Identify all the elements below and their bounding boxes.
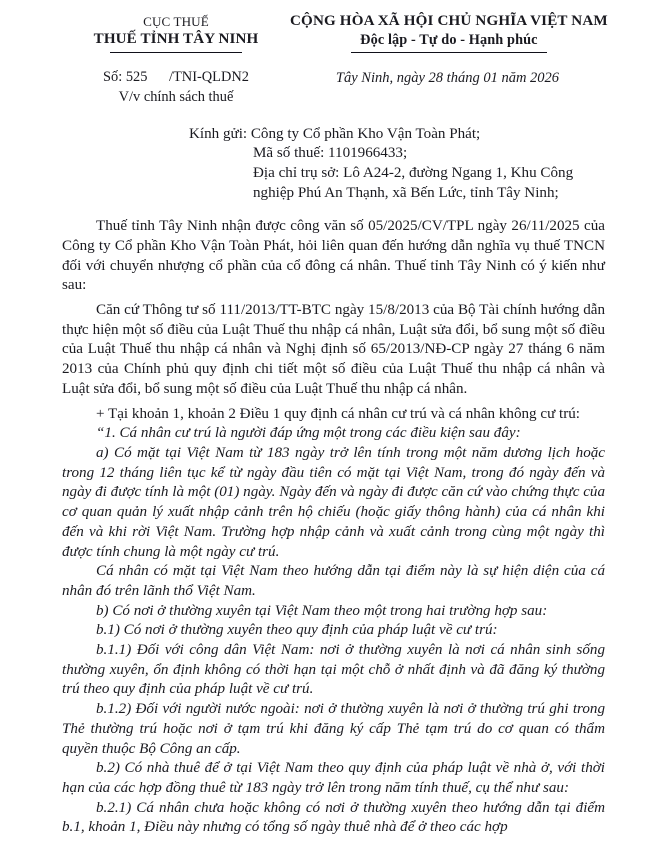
- quote-item-b21: b.2.1) Cá nhân chưa hoặc không có nơi ở thường xuyên theo hướng dẫn tại điểm b.1, khoản 1, Điều này nhưng có tổng số ngày thuê nhà để ở theo các hợp: [62, 799, 605, 836]
- document-header: [62, 10, 608, 53]
- document-number: Số: 525 /TNI-QLDN2: [103, 68, 249, 85]
- recipient-address-line2: nghiệp Phú An Thạnh, xã Bến Lức, tỉnh Tây Ninh;: [253, 184, 559, 201]
- paragraph-clause-reference: + Tại khoản 1, khoản 2 Điều 1 quy định cá nhân cư trú và cá nhân không cư trú:: [96, 405, 580, 422]
- paragraph-intro: Thuế tỉnh Tây Ninh nhận được công văn số 05/2025/CV/TPL ngày 26/11/2025 của Công ty Cổ phần Kho Vận Toàn Phát, hỏi liên quan đến hướng dẫn nghĩa vụ thuế TNCN đối với chuyển nhượng cổ phần của cổ đông cá nhân. Thuế tỉnh Tây Ninh có ý kiến như sau:: [62, 218, 605, 294]
- issuing-authority-line1: CỤC THUẾ: [143, 14, 209, 29]
- quote-item-b11: b.1.1) Đối với công dân Việt Nam: nơi ở thường xuyên là nơi cá nhân sinh sống thường xuyên, ổn định không có thời hạn tại một chỗ ở nhất định và đã đăng ký thường trú theo quy định của pháp luật về cư trú.: [62, 642, 605, 698]
- recipient-name: Kính gửi: Công ty Cổ phần Kho Vận Toàn Phát;: [189, 125, 481, 142]
- place-and-date: Tây Ninh, ngày 28 tháng 01 năm 2026: [335, 69, 560, 86]
- quote-item-b1: b.1) Có nơi ở thường xuyên theo quy định của pháp luật về cư trú:: [96, 622, 498, 639]
- header-divider-right: [351, 52, 547, 53]
- document-body: [62, 217, 605, 838]
- quote-item-b2: b.2) Có nhà thuê để ở tại Việt Nam theo quy định của pháp luật về nhà ở, với thời hạn của các hợp đồng thuê từ 183 ngày trở lên trong năm tính thuế, cụ thể như sau:: [62, 760, 605, 796]
- national-motto: Độc lập - Tự do - Hạnh phúc: [360, 32, 538, 49]
- national-title-block: [290, 10, 608, 53]
- document-meta-row: [62, 67, 605, 108]
- quote-item-b: b) Có nơi ở thường xuyên tại Việt Nam theo một trong hai trường hợp sau:: [96, 602, 548, 619]
- quote-item-a-note: Cá nhân có mặt tại Việt Nam theo hướng dẫn tại điểm này là sự hiện diện của cá nhân đó trên lãnh thổ Việt Nam.: [62, 563, 605, 599]
- national-title-line1: CỘNG HÒA XÃ HỘI CHỦ NGHĨA VIỆT NAM: [290, 13, 608, 29]
- document-number-block: [62, 67, 290, 108]
- header-divider-left: [110, 52, 242, 53]
- recipient-block: [62, 125, 605, 203]
- document-subject: V/v chính sách thuế: [118, 89, 234, 106]
- quote-item-1: “1. Cá nhân cư trú là người đáp ứng một trong các điều kiện sau đây:: [96, 425, 521, 442]
- issuing-authority-block: [62, 10, 290, 53]
- recipient-address-line1: Địa chỉ trụ sở: Lô A24-2, đường Ngang 1, Khu Công: [253, 165, 574, 182]
- quote-item-b12: b.1.2) Đối với người nước ngoài: nơi ở thường xuyên là nơi ở thường trú ghi trong Thẻ thường trú hoặc nơi ở tạm trú khi đăng ký cấp Thẻ tạm trú do cơ quan có thẩm quyền thuộc Bộ Công an cấp.: [62, 701, 605, 757]
- recipient-tax-code: Mã số thuế: 1101966433;: [253, 145, 408, 162]
- paragraph-legal-basis: Căn cứ Thông tư số 111/2013/TT-BTC ngày 15/8/2013 của Bộ Tài chính hướng dẫn thực hiện một số điều của Luật Thuế thu nhập cá nhân, Luật sửa đổi, bổ sung một số điều của Luật Thuế thu nhập cá nhân và Nghị định số 65/2013/NĐ-CP ngày 27 tháng 6 năm 2013 của Chính phủ quy định chi tiết một số điều của Luật Thuế thu nhập cá nhân và Luật sửa đổi, bổ sung một số điều của Luật Thuế thu nhập cá nhân.: [62, 302, 605, 397]
- issuing-authority-line2: THUẾ TỈNH TÂY NINH: [93, 31, 259, 48]
- quote-item-a: a) Có mặt tại Việt Nam từ 183 ngày trở lên tính trong một năm dương lịch hoặc trong 12 tháng liên tục kể từ ngày đầu tiên có mặt tại Việt Nam, trong đó ngày đến và ngày đi được tính là một (01) ngày. Ngày đến và ngày đi được căn cứ vào chứng thực của cơ quan quản lý xuất nhập cảnh trên hộ chiếu (hoặc giấy thông hành) của cá nhân khi đến và khi rời Việt Nam. Trường hợp nhập cảnh và xuất cảnh trong cùng một ngày thì được tính chung là một ngày cư trú.: [62, 444, 605, 560]
